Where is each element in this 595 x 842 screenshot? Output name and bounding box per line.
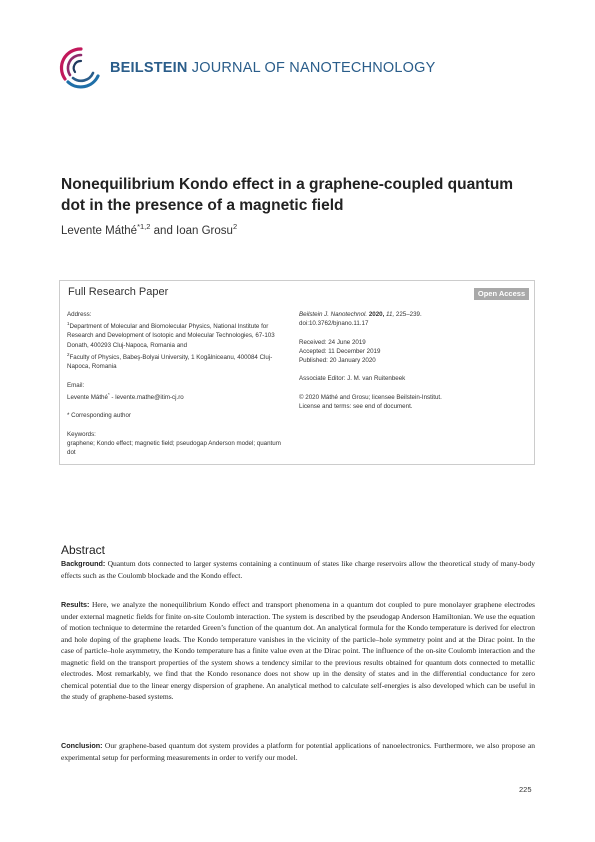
accepted-date: Accepted: 11 December 2019 — [299, 347, 381, 355]
info-right-column — [299, 310, 527, 411]
abstract-heading: Abstract — [61, 543, 106, 557]
keywords-label: Keywords: — [67, 430, 96, 438]
published-date: Published: 20 January 2020 — [299, 357, 376, 364]
journal-name: BEILSTEIN JOURNAL OF NANOTECHNOLOGY — [110, 60, 436, 76]
address-2: $^2$Faculty of Physics, Babeş-Bolyai University, 1 Kogălniceanu, 400084 Cluj-Napoca, Romania — [67, 351, 273, 371]
copyright-notice: © 2020 Máthé and Grosu; licensee Beilstein-Institut. — [299, 393, 442, 401]
paper-title: Nonequilibrium Kondo effect in a graphene-coupled quantum dot in the presence of a magnetic field — [61, 176, 514, 214]
address-1: $^1$Department of Molecular and Biomolecular Physics, National Institute for Research and Development of Isotopic and Molecular Technologies, 67-103 Donath, 400293 Cluj-Napoca, Romania and — [67, 321, 275, 349]
doi-link[interactable]: doi:10.3762/bjnano.11.17 — [299, 320, 369, 328]
associate-editor: Associate Editor: J. M. van Ruitenbeek — [299, 375, 406, 383]
address-label: Address: — [67, 311, 92, 318]
received-date: Received: 24 June 2019 — [299, 338, 366, 346]
paper-type-label: Full Research Paper — [68, 286, 169, 298]
license-terms[interactable]: License and terms: see end of document. — [299, 402, 413, 410]
abstract-background: Background: Quantum dots connected to larger systems containing a continuum of states like charge reservoirs allow the theoretical study of many-body effects such as the Coulomb blockade and the Kondo effect. — [61, 559, 535, 580]
abstract-conclusion: Conclusion: Our graphene-based quantum dot system provides a platform for potential applications of nanoelectronics. Furthermore, we also propose an experimental setup for performing measurements in order to verify our model. — [61, 741, 535, 762]
page-number: 225 — [519, 785, 532, 794]
keywords-list: graphene; Kondo effect; magnetic field; pseudogap Anderson model; quantum dot — [67, 439, 281, 456]
open-access-badge: Open Access — [474, 288, 529, 300]
beilstein-logo-icon — [59, 46, 103, 90]
author-2[interactable]: Ioan Grosu — [176, 224, 233, 237]
abstract-results: Results: Here, we analyze the nonequilibrium Kondo effect and transport phenomena in a quantum dot coupled to pure monolayer graphene electrodes under external magnetic fields for finite on-site Coulomb interaction. The system is described by the pseudogap Anderson Hamiltonian. We use the equation of motion technique to determine the retarded Green’s function of the quantum dot. An analytical formula for the Kondo temperature is derived for electron and hole doping of the graphene leads. The Kondo temperature vanishes in the vicinity of the particle–hole symmetry point and at the Dirac point. In the case of particle–hole asymmetry, the Kondo temperature has a finite value even at the Dirac point. The influence of the on-site Coulomb interaction and the magnetic field on the transport properties of the system shows a tendency similar to the previous results obtained for quantum dots connected to metallic electrodes. Most remarkably, we find that the Kondo resonance does not show up in the density of states and in the differential conductance for zero chemical potential due to the linear energy dispersion of graphene. An analytical method to calculate self-energies is also developed which can be useful in the study of graphene-based systems. — [61, 600, 535, 702]
email-line[interactable]: Levente Máthé* - levente.mathe@itim-cj.ro — [67, 391, 184, 401]
corresponding-author-note: * Corresponding author — [67, 412, 131, 420]
author-1[interactable]: Levente Máthé — [61, 224, 138, 237]
info-left-column — [67, 310, 291, 457]
author-line: Levente Máthé$^{*1,2}$ and Ioan Grosu$^2$ — [61, 222, 238, 237]
citation: Beilstein J. Nanotechnol. 2020, 11, 225–239. — [299, 311, 422, 318]
email-label: Email: — [67, 381, 85, 389]
